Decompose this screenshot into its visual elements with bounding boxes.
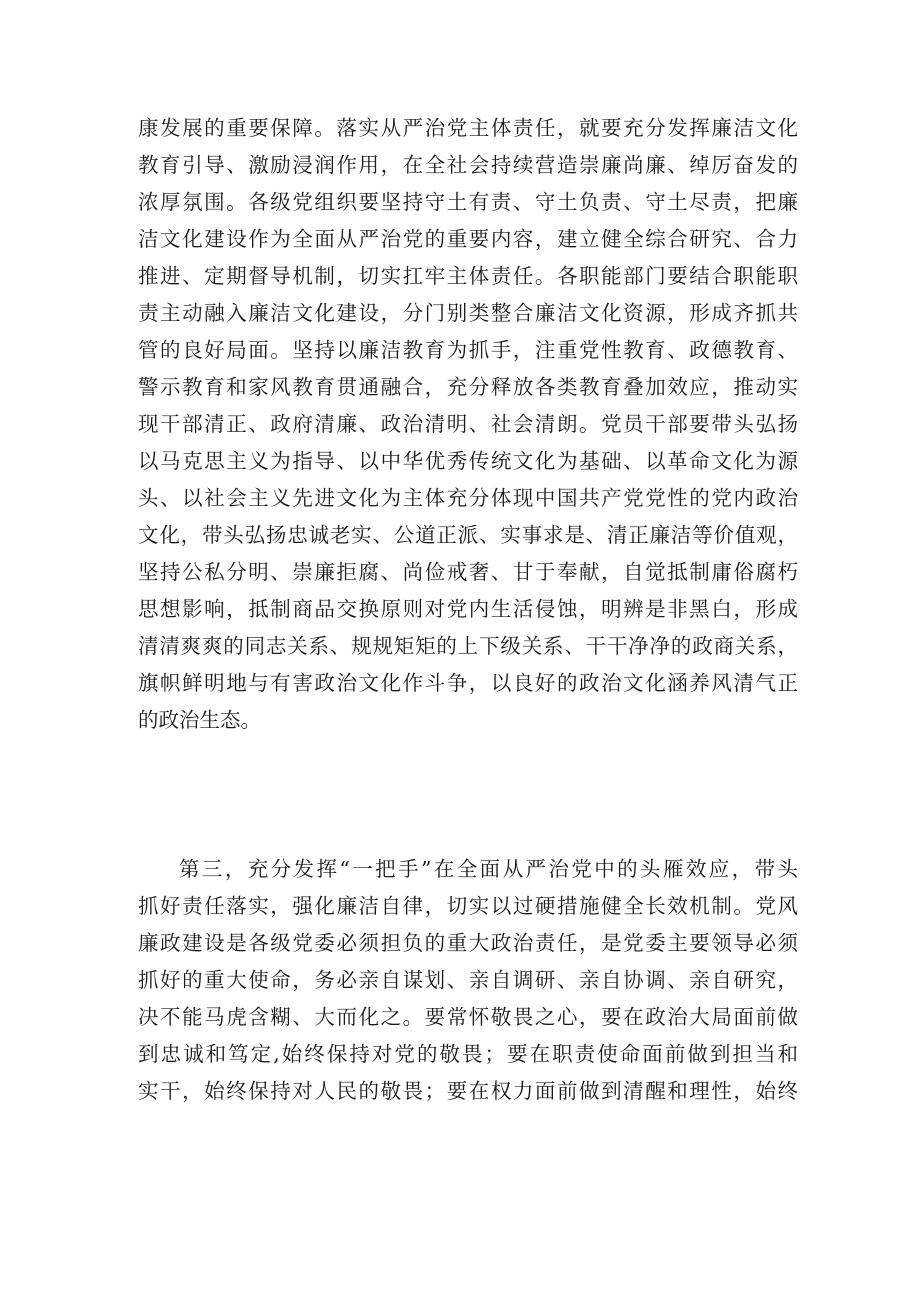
- text-line: 抓好的重大使命，务必亲自谋划、亲自调研、亲自协调、亲自研究，: [138, 968, 798, 992]
- body-paragraph-1: [138, 110, 798, 739]
- text-line: 教育引导、激励浸润作用，在全社会持续营造崇廉尚廉、绰厉奋发的: [138, 153, 798, 177]
- text-line: 警示教育和家风教育贯通融合，充分释放各类教育叠加效应，推动实: [138, 375, 798, 399]
- text-line: 文化，带头弘扬忠诚老实、公道正派、实事求是、清正廉洁等价值观，: [138, 523, 798, 547]
- text-line: 现干部清正、政府清廉、政治清明、社会清朗。党员干部要带头弘扬: [138, 412, 798, 436]
- text-line: 浓厚氛围。各级党组织要坚持守土有责、守土负责、守土尽责，把廉: [138, 190, 798, 214]
- text-line: 抓好责任落实，强化廉洁自律，切实以过硬措施健全长效机制。党风: [138, 894, 798, 918]
- text-line: 第三，充分发挥“一把手”在全面从严治党中的头雁效应，带头: [179, 857, 798, 881]
- text-line: 实干，始终保持对人民的敬畏；要在权力面前做到清醒和理性，始终: [138, 1079, 798, 1103]
- text-line: 的政治生态。: [138, 708, 261, 732]
- text-line: 坚持公私分明、崇廉拒腐、尚俭戒奢、甘于奉献，自觉抵制庸俗腐朽: [138, 560, 798, 584]
- text-line: 洁文化建设作为全面从严治党的重要内容，建立健全综合研究、合力: [138, 227, 798, 251]
- text-line: 管的良好局面。坚持以廉洁教育为抓手，注重党性教育、政德教育、: [138, 338, 798, 362]
- text-line: 决不能马虎含糊、大而化之。要常怀敬畏之心，要在政治大局面前做: [138, 1005, 798, 1029]
- text-line: 推进、定期督导机制，切实扛牢主体责任。各职能部门要结合职能职: [138, 264, 798, 288]
- text-line: 旗帜鲜明地与有害政治文化作斗争，以良好的政治文化涵养风清气正: [138, 671, 798, 695]
- text-line: 廉政建设是各级党委必须担负的重大政治责任，是党委主要领导必须: [138, 931, 798, 955]
- text-line: 到忠诚和笃定,始终保持对党的敬畏；要在职责使命面前做到担当和: [138, 1042, 798, 1066]
- text-line: 责主动融入廉洁文化建设，分门别类整合廉洁文化资源，形成齐抓共: [138, 301, 798, 325]
- text-line: 思想影响，抵制商品交换原则对党内生活侵蚀，明辨是非黑白，形成: [138, 597, 798, 621]
- text-line: 康发展的重要保障。落实从严治党主体责任，就要充分发挥廉洁文化: [138, 116, 798, 140]
- text-line: 头、以社会主义先进文化为主体充分体现中国共产党党性的党内政治: [138, 486, 798, 510]
- text-line: 以马克思主义为指导、以中华优秀传统文化为基础、以革命文化为源: [138, 449, 798, 473]
- text-line: 清清爽爽的同志关系、规规矩矩的上下级关系、干干净净的政商关系，: [138, 634, 798, 658]
- body-paragraph-2: [138, 851, 798, 1110]
